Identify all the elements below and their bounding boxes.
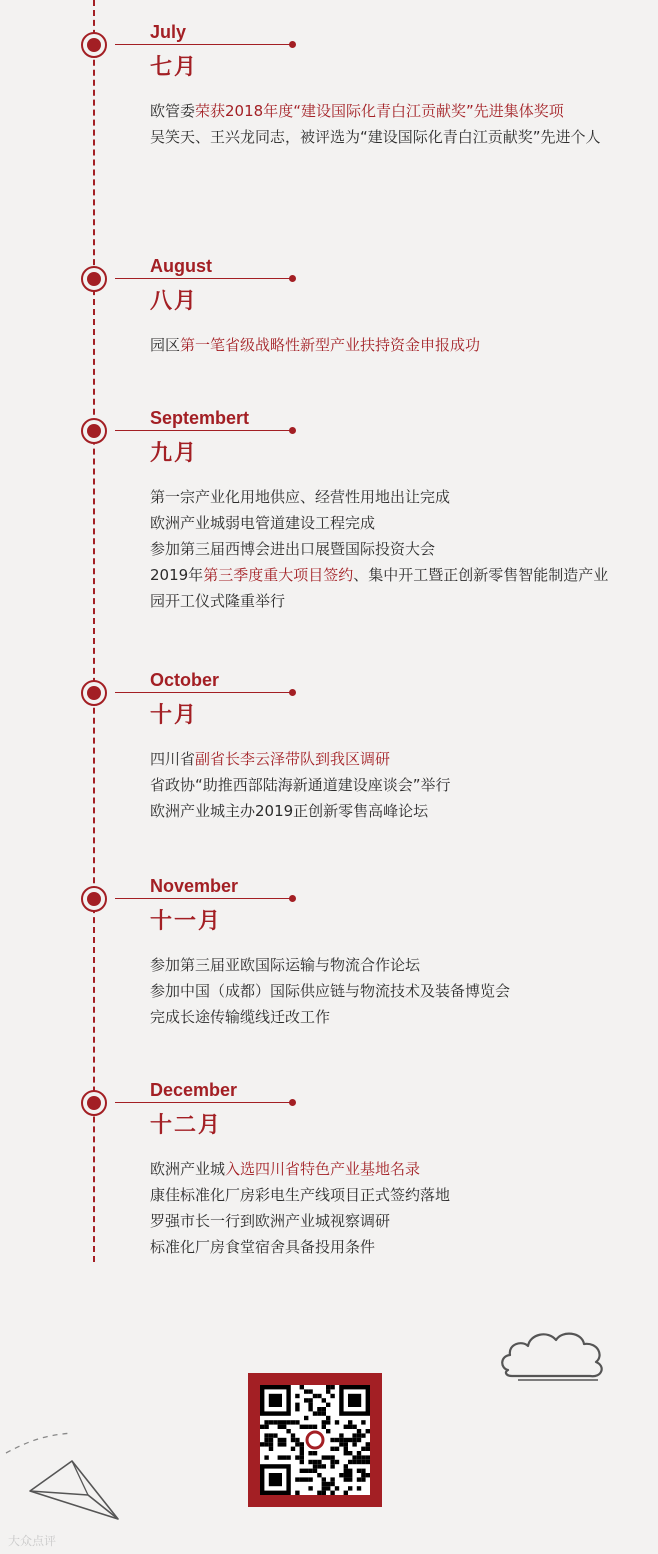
timeline-marker-icon bbox=[81, 418, 107, 444]
event-text: 省政协“助推西部陆海新通道建设座谈会”举行 bbox=[150, 776, 451, 794]
qr-code-frame bbox=[248, 1373, 382, 1507]
event-item bbox=[150, 1208, 620, 1234]
event-item bbox=[150, 484, 620, 510]
event-item bbox=[150, 536, 620, 562]
qr-code bbox=[260, 1385, 370, 1495]
event-text: 欧洲产业城 bbox=[150, 1160, 226, 1178]
event-item bbox=[150, 978, 620, 1004]
event-list bbox=[150, 98, 620, 150]
event-list bbox=[150, 746, 620, 824]
month-chinese-label: 十月 bbox=[150, 702, 199, 728]
event-text: 欧洲产业城主办2019正创新零售高峰论坛 bbox=[150, 802, 429, 820]
timeline-marker-icon bbox=[81, 680, 107, 706]
connector-line bbox=[115, 278, 291, 279]
connector-line bbox=[115, 692, 291, 693]
event-item bbox=[150, 772, 620, 798]
connector-line bbox=[115, 1102, 291, 1103]
event-item bbox=[150, 332, 620, 358]
event-text: 欧洲产业城弱电管道建设工程完成 bbox=[150, 514, 376, 532]
timeline-marker-icon bbox=[81, 1090, 107, 1116]
connector-dot-icon bbox=[289, 1099, 296, 1106]
month-english-label: July bbox=[150, 22, 187, 42]
month-english-label: August bbox=[150, 256, 212, 276]
connector-dot-icon bbox=[289, 427, 296, 434]
event-item bbox=[150, 952, 620, 978]
month-chinese-label: 七月 bbox=[150, 54, 199, 80]
connector-line bbox=[115, 44, 291, 45]
event-item bbox=[150, 746, 620, 772]
event-item bbox=[150, 1234, 620, 1260]
connector-dot-icon bbox=[289, 689, 296, 696]
month-english-label: Septembert bbox=[150, 408, 250, 428]
timeline-marker-icon bbox=[81, 32, 107, 58]
event-text: 四川省 bbox=[150, 750, 196, 768]
event-item bbox=[150, 98, 620, 124]
connector-line bbox=[115, 898, 291, 899]
event-item bbox=[150, 1004, 620, 1030]
event-text: 2019年 bbox=[150, 566, 204, 584]
month-chinese-label: 十一月 bbox=[150, 908, 223, 934]
connector-dot-icon bbox=[289, 895, 296, 902]
month-chinese-label: 十二月 bbox=[150, 1112, 223, 1138]
event-text: 园区 bbox=[150, 336, 181, 354]
timeline-marker-icon bbox=[81, 886, 107, 912]
month-english-label: October bbox=[150, 670, 220, 690]
event-item bbox=[150, 562, 620, 614]
connector-dot-icon bbox=[289, 275, 296, 282]
event-item bbox=[150, 124, 620, 150]
event-text: 第一宗产业化用地供应、经营性用地出让完成 bbox=[150, 488, 451, 506]
event-item bbox=[150, 798, 620, 824]
cloud-icon bbox=[498, 1322, 612, 1386]
event-item bbox=[150, 1156, 620, 1182]
event-text: 欧管委 bbox=[150, 102, 196, 120]
month-chinese-label: 九月 bbox=[150, 440, 199, 466]
event-list bbox=[150, 952, 620, 1030]
event-item bbox=[150, 1182, 620, 1208]
event-highlight-text: 荣获2018年度“建设国际化青白江贡献奖”先进集体奖项 bbox=[195, 102, 564, 120]
event-text: 参加中国（成都）国际供应链与物流技术及装备博览会 bbox=[150, 982, 511, 1000]
connector-line bbox=[115, 430, 291, 431]
event-text: 、集中开工暨正创新零售智能制造产业园开工仪式隆重举行 bbox=[150, 566, 609, 610]
event-highlight-text: 第三季度重大项目签约 bbox=[203, 566, 354, 584]
paper-plane-icon bbox=[2, 1425, 126, 1525]
event-highlight-text: 入选四川省特色产业基地名录 bbox=[225, 1160, 421, 1178]
event-text: 参加第三届亚欧国际运输与物流合作论坛 bbox=[150, 956, 421, 974]
event-text: 康佳标准化厂房彩电生产线项目正式签约落地 bbox=[150, 1186, 451, 1204]
month-chinese-label: 八月 bbox=[150, 288, 199, 314]
event-list bbox=[150, 332, 620, 358]
watermark: 大众点评 bbox=[8, 1534, 57, 1548]
month-english-label: December bbox=[150, 1080, 238, 1100]
month-english-label: November bbox=[150, 876, 239, 896]
event-text: 标准化厂房食堂宿舍具备投用条件 bbox=[150, 1238, 376, 1256]
connector-dot-icon bbox=[289, 41, 296, 48]
timeline-line bbox=[93, 0, 95, 1262]
event-list bbox=[150, 484, 620, 614]
event-item bbox=[150, 510, 620, 536]
event-text: 罗强市长一行到欧洲产业城视察调研 bbox=[150, 1212, 391, 1230]
timeline-marker-icon bbox=[81, 266, 107, 292]
event-text: 吴笑天、王兴龙同志，被评选为“建设国际化青白江贡献奖”先进个人 bbox=[150, 128, 601, 146]
event-text: 参加第三届西博会进出口展暨国际投资大会 bbox=[150, 540, 436, 558]
event-highlight-text: 副省长李云泽带队到我区调研 bbox=[195, 750, 391, 768]
event-list bbox=[150, 1156, 620, 1260]
event-text: 完成长途传输缆线迁改工作 bbox=[150, 1008, 331, 1026]
event-highlight-text: 第一笔省级战略性新型产业扶持资金申报成功 bbox=[180, 336, 481, 354]
